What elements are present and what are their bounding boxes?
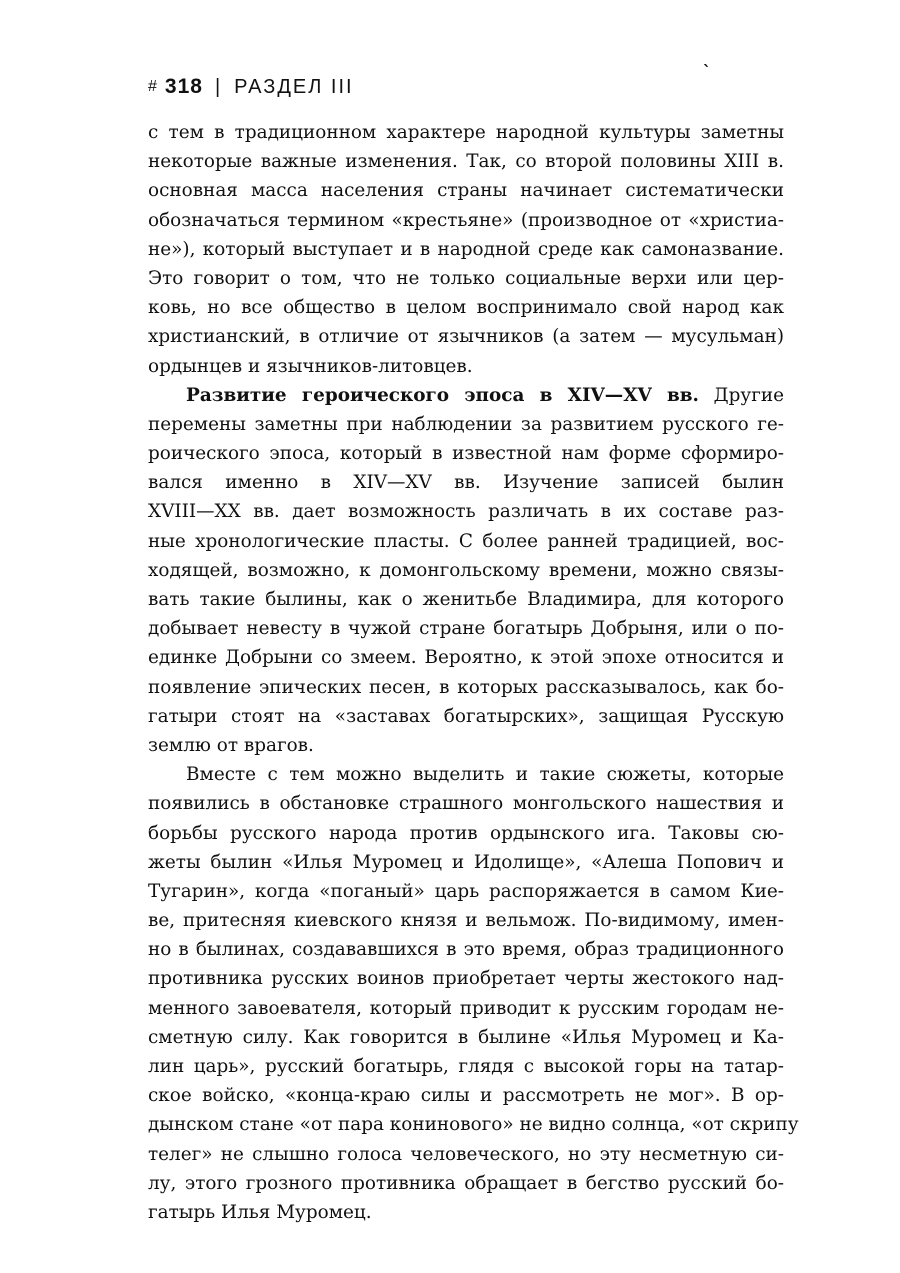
text-line: ходящей, возможно, к домонгольскому времени, можно связы-	[148, 559, 784, 581]
text-line: появились в обстановке страшного монгольского нашествия и	[148, 793, 784, 815]
text-line: христианский, в отличие от язычников (а затем — мусульман)	[148, 326, 784, 348]
text-line: обозначаться термином «крестьяне» (производное от «христиа-	[148, 209, 784, 231]
subheading-line	[148, 381, 784, 410]
text-line: жеты былин «Илья Муромец и Идолище», «Алеша Попович и	[148, 851, 784, 873]
section-title: РАЗДЕЛ III	[234, 75, 354, 98]
text-line: ковь, но все общество в целом воспринимало свой народ как	[148, 297, 784, 319]
text-line: лин царь», русский богатырь, глядя с высокой горы на татар-	[148, 1056, 784, 1077]
text-line: XVIII—XX вв. дает возможность различать в их составе раз-	[148, 501, 784, 523]
section-subheading: Развитие героического эпоса в XIV—XV вв.	[186, 384, 699, 406]
print-speck: ˎ	[703, 48, 711, 67]
text-line: ве, притесняя киевского князя и вельмож. По-видимому, имен-	[148, 910, 784, 932]
header-separator: |	[214, 75, 223, 98]
text-line: вался именно в XIV—XV вв. Изучение записей былин	[148, 472, 784, 494]
paragraph-3	[148, 760, 799, 1227]
text-line: Тугарин», когда «поганый» царь распоряжается в самом Кие-	[148, 880, 784, 902]
page-number: 318	[164, 75, 203, 98]
text-line: появление эпических песен, в которых рассказывалось, как бо-	[148, 676, 784, 698]
running-header	[148, 70, 354, 104]
text-run: Другие	[698, 384, 784, 406]
text-line: не»), который выступает и в народной среде как самоназвание.	[148, 238, 784, 260]
text-line: Вместе с тем можно выделить и такие сюжеты, которые	[186, 764, 784, 786]
page-body	[148, 118, 799, 1227]
paragraph-1	[148, 118, 784, 381]
text-line: гатыри стоят на «заставах богатырских», защищая Русскую	[148, 705, 784, 727]
text-line: добывает невесту в чужой стране богатырь Добрыня, или о по-	[148, 618, 784, 640]
paragraph-2	[148, 381, 784, 760]
text-line: сметную силу. Как говорится в былине «Илья Муромец и Ка-	[148, 1026, 784, 1048]
text-line: телег» не слышно голоса человеческого, но эту несметную си-	[148, 1143, 784, 1165]
text-line: борьбы русского народа против ордынского ига. Таковы сю-	[148, 822, 784, 844]
text-line: ордынцев и язычников-литовцев.	[148, 355, 473, 377]
text-line: основная масса населения страны начинает систематически	[148, 180, 784, 202]
text-line: гатырь Илья Муромец.	[148, 1201, 372, 1223]
text-line: перемены заметны при наблюдении за развитием русского ге-	[148, 413, 784, 435]
text-line: землю от врагов.	[148, 734, 314, 756]
text-line: вать такие былины, как о женитьбе Владимира, для которого	[148, 589, 784, 610]
text-line: лу, этого грозного противника обращает в бегство русский бо-	[148, 1172, 784, 1194]
text-line: менного завоевателя, который приводит к русским городам не-	[148, 997, 784, 1019]
text-line: некоторые важные изменения. Так, со второй половины XIII в.	[148, 151, 784, 173]
text-line: ское войско, «конца-краю силы и рассмотреть не мог». В ор-	[148, 1085, 784, 1107]
text-line: дынском стане «от пара конинового» не видно солнца, «от скрипу	[148, 1114, 799, 1136]
text-line: единке Добрыни со змеем. Вероятно, к этой эпохе относится и	[148, 647, 784, 669]
text-line: Это говорит о том, что не только социальные верхи или цер-	[148, 267, 784, 289]
text-line: роического эпоса, который в известной нам форме сформиро-	[148, 443, 784, 465]
header-mark: #	[148, 78, 157, 95]
text-line: но в былинах, создававшихся в это время, образ традиционного	[148, 939, 784, 961]
text-line: с тем в традиционном характере народной культуры заметны	[148, 122, 784, 143]
text-line: ные хронологические пласты. С более ранней традицией, вос-	[148, 530, 784, 552]
text-line: противника русских воинов приобретает черты жестокого над-	[148, 968, 784, 990]
